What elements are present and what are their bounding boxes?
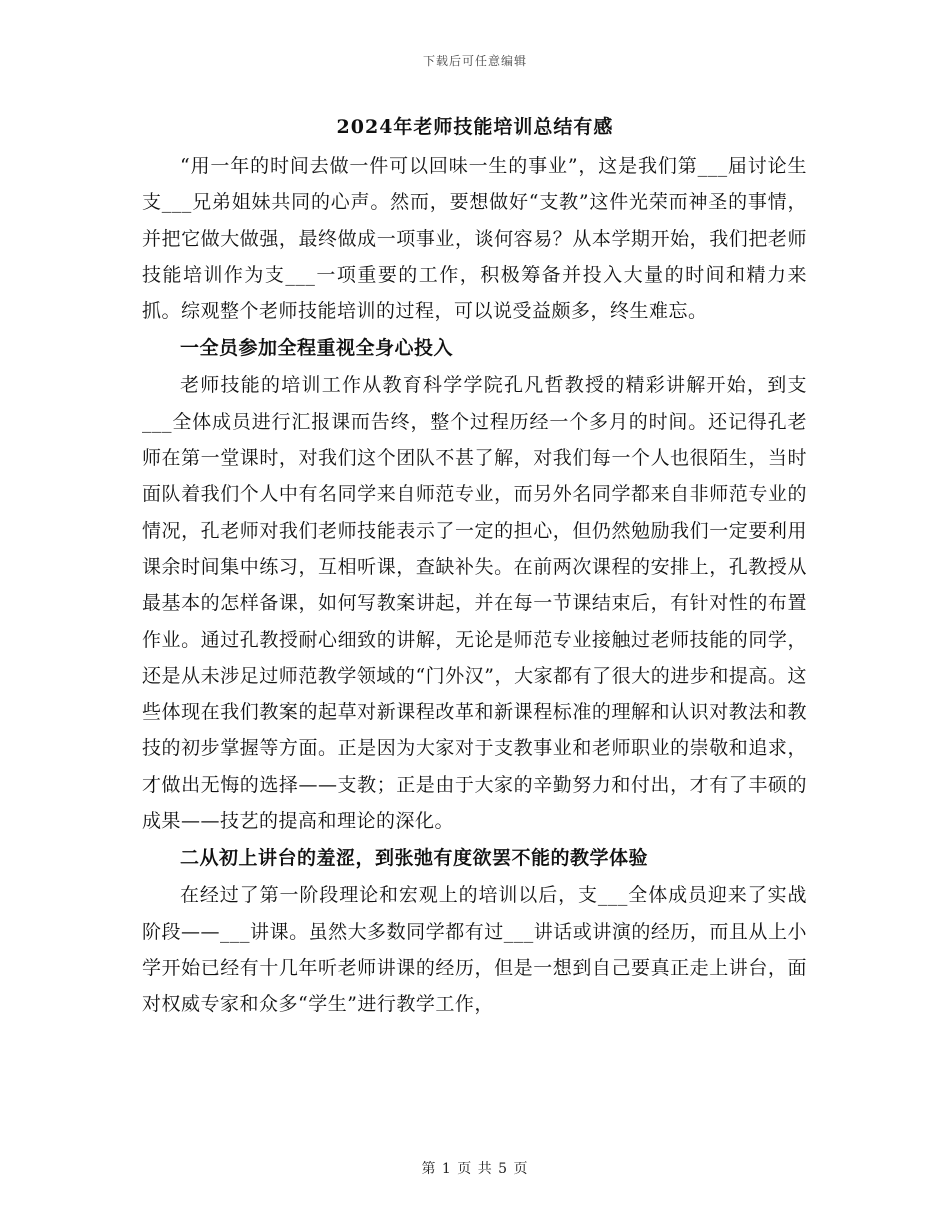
section-1-paragraph: 老师技能的培训工作从教育科学学院孔凡哲教授的精彩讲解开始，到支___全体成员进行汇报课而告终，整个过程历经一个多月的时间。还记得孔老师在第一堂课时，对我们这个团队不甚了解，对我们每一个人也很陌生，当时面队着我们个人中有名同学来自师范专业，而另外名同学都来自非师范专业的情况，孔老师对我们老师技能表示了一定的担心，但仍然勉励我们一定要利用课余时间集中练习，互相听课，查缺补失。在前两次课程的安排上，孔教授从最基本的怎样备课，如何写教案讲起，并在每一节课结束后，有针对性的布置作业。通过孔教授耐心细致的讲解，无论是师范专业接触过老师技能的同学，还是从未涉足过师范教学领域的“门外汉”，大家都有了很大的进步和提高。这些体现在我们教案的起草对新课程改革和新课程标准的理解和认识对教法和教技的初步掌握等方面。正是因为大家对于支教事业和老师职业的崇敬和追求，才做出无悔的选择——支教；正是由于大家的辛勤努力和付出，才有了丰硕的成果——技艺的提高和理论的深化。 <box>142 374 807 833</box>
section-2-heading: 二从初上讲台的羞涩，到张弛有度欲罢不能的教学体验 <box>180 847 649 870</box>
section-2-paragraph: 在经过了第一阶段理论和宏观上的培训以后，支___全体成员迎来了实战阶段——___讲课。虽然大多数同学都有过___讲话或讲演的经历，而且从上小学开始已经有十几年听老师讲课的经历，但是一想到自己要真正走上讲台，面对权威专家和众多“学生”进行教学工作， <box>142 884 807 1016</box>
page-header-note: 下载后可任意编辑 <box>422 54 527 68</box>
intro-paragraph: “用一年的时间去做一件可以回味一生的事业”，这是我们第___届讨论生支___兄弟姐妹共同的心声。然而，要想做好“支教”这件光荣而神圣的事情，并把它做大做强，最终做成一项事业，谈何容易？从本学期开始，我们把老师技能培训作为支___一项重要的工作，积极筹备并投入大量的时间和精力来抓。综观整个老师技能培训的过程，可以说受益颇多，终生难忘。 <box>142 155 807 323</box>
document-body <box>142 148 807 1023</box>
section-1-heading: 一全员参加全程重视全身心投入 <box>180 337 454 360</box>
page-number: 第 1 页 共 5 页 <box>421 1161 529 1177</box>
document-title: 2024年老师技能培训总结有感 <box>336 116 614 138</box>
